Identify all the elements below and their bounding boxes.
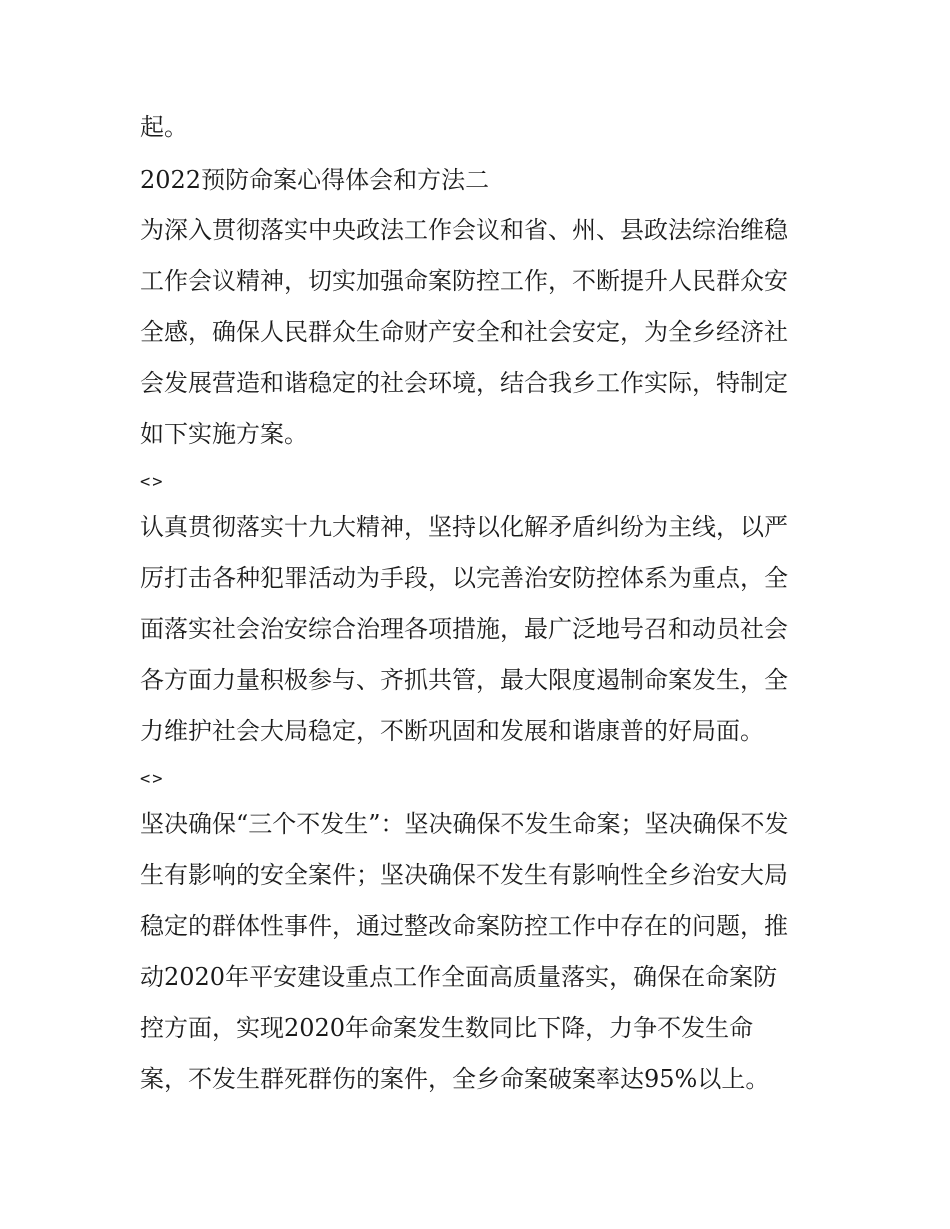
text-line: 各方面力量积极参与、齐抓共管，最大限度遏制命案发生，全: [140, 666, 788, 694]
text-line: 案，不发生群死群伤的案件，全乡命案破案率达95%以上。: [140, 1065, 770, 1093]
text-line: 动2020年平安建设重点工作全面高质量落实，确保在命案防: [140, 963, 778, 991]
text-line: 面落实社会治安综合治理各项措施，最广泛地号召和动员社会: [140, 615, 788, 643]
placeholder-marker: <>: [140, 472, 165, 492]
text-line: 力维护社会大局稳定，不断巩固和发展和谐康普的好局面。: [140, 717, 764, 745]
text-line: 全感，确保人民群众生命财产安全和社会安定，为全乡经济社: [140, 318, 788, 346]
placeholder-marker: <>: [140, 769, 165, 789]
text-line: 坚决确保“三个不发生”：坚决确保不发生命案；坚决确保不发: [140, 810, 789, 838]
text-line: 厉打击各种犯罪活动为手段，以完善治安防控体系为重点，全: [140, 564, 788, 592]
text-line: 生有影响的安全案件；坚决确保不发生有影响性全乡治安大局: [140, 861, 788, 889]
text-line: 控方面，实现2020年命案发生数同比下降，力争不发生命: [140, 1014, 754, 1042]
text-line: 如下实施方案。: [140, 420, 308, 448]
text-line: 起。: [140, 113, 188, 141]
text-line: 为深入贯彻落实中央政法工作会议和省、州、县政法综治维稳: [140, 216, 788, 244]
text-line: 工作会议精神，切实加强命案防控工作，不断提升人民群众安: [140, 267, 788, 295]
text-line: 会发展营造和谐稳定的社会环境，结合我乡工作实际，特制定: [140, 369, 788, 397]
text-line: 稳定的群体性事件，通过整改命案防控工作中存在的问题，推: [140, 912, 788, 940]
section-heading: 2022预防命案心得体会和方法二: [140, 166, 490, 194]
text-line: 认真贯彻落实十九大精神，坚持以化解矛盾纠纷为主线，以严: [140, 513, 788, 541]
